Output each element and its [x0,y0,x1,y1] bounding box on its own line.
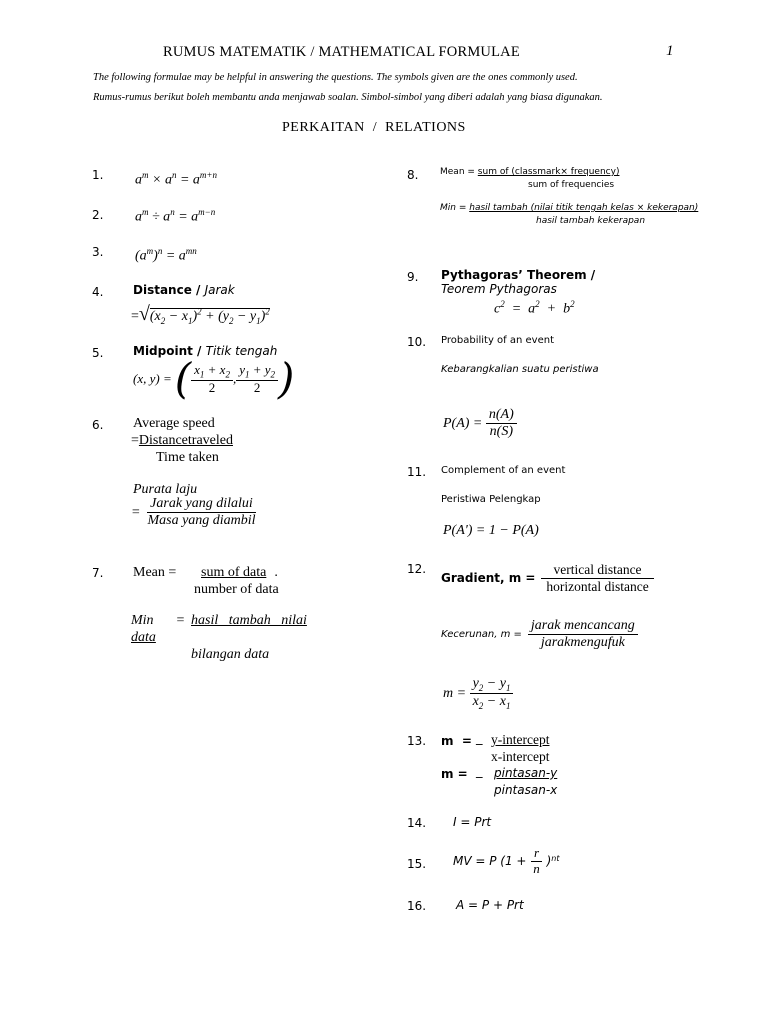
formula-number-8: 8. [407,168,419,182]
formula-kecerunan: Kecerunan, m = $\frac{\text{jarak mencancang}}{\text{jarakmengufuk}}$ [441,618,638,651]
formula-number-2: 2. [92,208,104,222]
min-numerator-cont: data [131,630,156,645]
purata-laju-title: Purata laju [133,482,198,497]
intro-english: The following formulae may be helpful in answering the questions. The symbols given are the ones commonly used. [93,72,578,83]
pintasan-minus: _ [476,764,483,779]
formula-number-3: 3. [92,245,104,259]
pintasan-m-label: m = [441,767,468,781]
complement-label-ms: Peristiwa Pelengkap [441,494,541,505]
mean-label: Mean = [133,565,177,580]
formula-number-11: 11. [407,465,427,479]
intercept-m-label: m = [441,734,472,748]
formula-number-13: 13. [407,734,427,748]
formula-number-14: 14. [407,816,427,830]
grouped-mean-formula: Mean = sum of (classmark× frequency) [440,167,620,177]
grouped-min-denominator: hasil tambah kekerapan [536,216,646,226]
formula-number-4: 4. [92,285,104,299]
complement-label: Complement of an event [441,465,566,476]
page-number: 1 [666,43,674,59]
formula-simple-interest: I = Prt [453,815,492,829]
formula-number-16: 16. [407,899,427,913]
formula-number-12: 12. [407,562,427,576]
intro-malay: Rumus-rumus berikut boleh membantu anda menjawab soalan. Simbol-simbol yang diberi adalah yang biasa digunakan. [93,92,603,103]
mean-denominator: number of data [194,582,279,597]
formula-exponent-product: $a^m \times a^n = a^{m+n}$ [135,170,217,188]
formula-gradient-coords: m = $\frac{y_2 - y_1}{x_2 - x_1}$ [443,676,513,711]
section-heading: PERKAITAN / RELATIONS [282,120,466,135]
grouped-mean-denominator: sum of frequencies [528,180,615,190]
formula-number-6: 6. [92,418,104,432]
min-numerator: hasil tambah nilai [191,613,307,628]
average-speed-denominator: Time taken [156,450,219,465]
formula-exponent-quotient: $a^m \div a^n = a^{m-n}$ [135,207,216,225]
average-speed-formula: =Distancetraveled [131,433,233,448]
formula-number-1: 1. [92,168,104,182]
formula-compound-interest: MV = P (1 + $\frac{r}{n}$ ) $^{nt}$ [453,845,560,876]
grouped-min-formula: Min = hasil tambah (nilai titik tengah kelas × kekerapan) [440,203,699,213]
min-denominator: bilangan data [191,647,270,662]
formula-number-15: 15. [407,857,427,871]
distance-label: Distance / Jarak [133,283,235,297]
formula-amount: A = P + Prt [456,898,524,912]
probability-label-ms: Kebarangkalian suatu peristiwa [441,364,599,375]
purata-laju-formula: = $\frac{\text{Jarak yang dilalui}}{\text{Masa yang diambil}}$ [131,496,256,529]
probability-label: Probability of an event [441,335,554,346]
mean-numerator: sum of data . [201,565,278,580]
formula-pythagoras: $c^2 = a^2 + b^2$ [494,299,575,317]
intercept-minus: _ [476,731,483,746]
pythagoras-label: Pythagoras’ Theorem / Teorem Pythagoras [441,268,596,296]
formula-number-10: 10. [407,335,427,349]
intercept-denominator: x-intercept [491,749,550,764]
min-label: Min = [131,613,186,628]
formula-number-9: 9. [407,270,419,284]
average-speed-title: Average speed [133,416,215,431]
formula-complement: P(A') = 1 − P(A) [443,523,539,538]
pintasan-numerator: pintasan-y [494,766,558,780]
formula-midpoint: (x, y) = ( $\frac{x_1 + x_2}{2}$ , $\frac{y_1 + y_2}{2}$ ) [133,354,295,403]
formula-number-5: 5. [92,346,104,360]
formula-probability: P(A) = $\frac{n(A)}{n(S)}$ [443,407,517,440]
pintasan-denominator: pintasan-x [494,783,558,797]
intercept-numerator: y-intercept [491,732,550,747]
page-title: RUMUS MATEMATIK / MATHEMATICAL FORMULAE [163,44,520,60]
formula-number-7: 7. [92,566,104,580]
formula-gradient: Gradient, m = $\frac{\text{vertical distance}}{\text{horizontal distance}}$ [441,562,654,594]
formula-power-of-power: $(a^m)^n = a^{mn}$ [135,246,197,264]
formula-distance: $=√(x_2 - x_1)^2 + (y_2 - y_1)^2$ [131,303,270,326]
midpoint-label: Midpoint / Titik tengah [133,344,278,358]
